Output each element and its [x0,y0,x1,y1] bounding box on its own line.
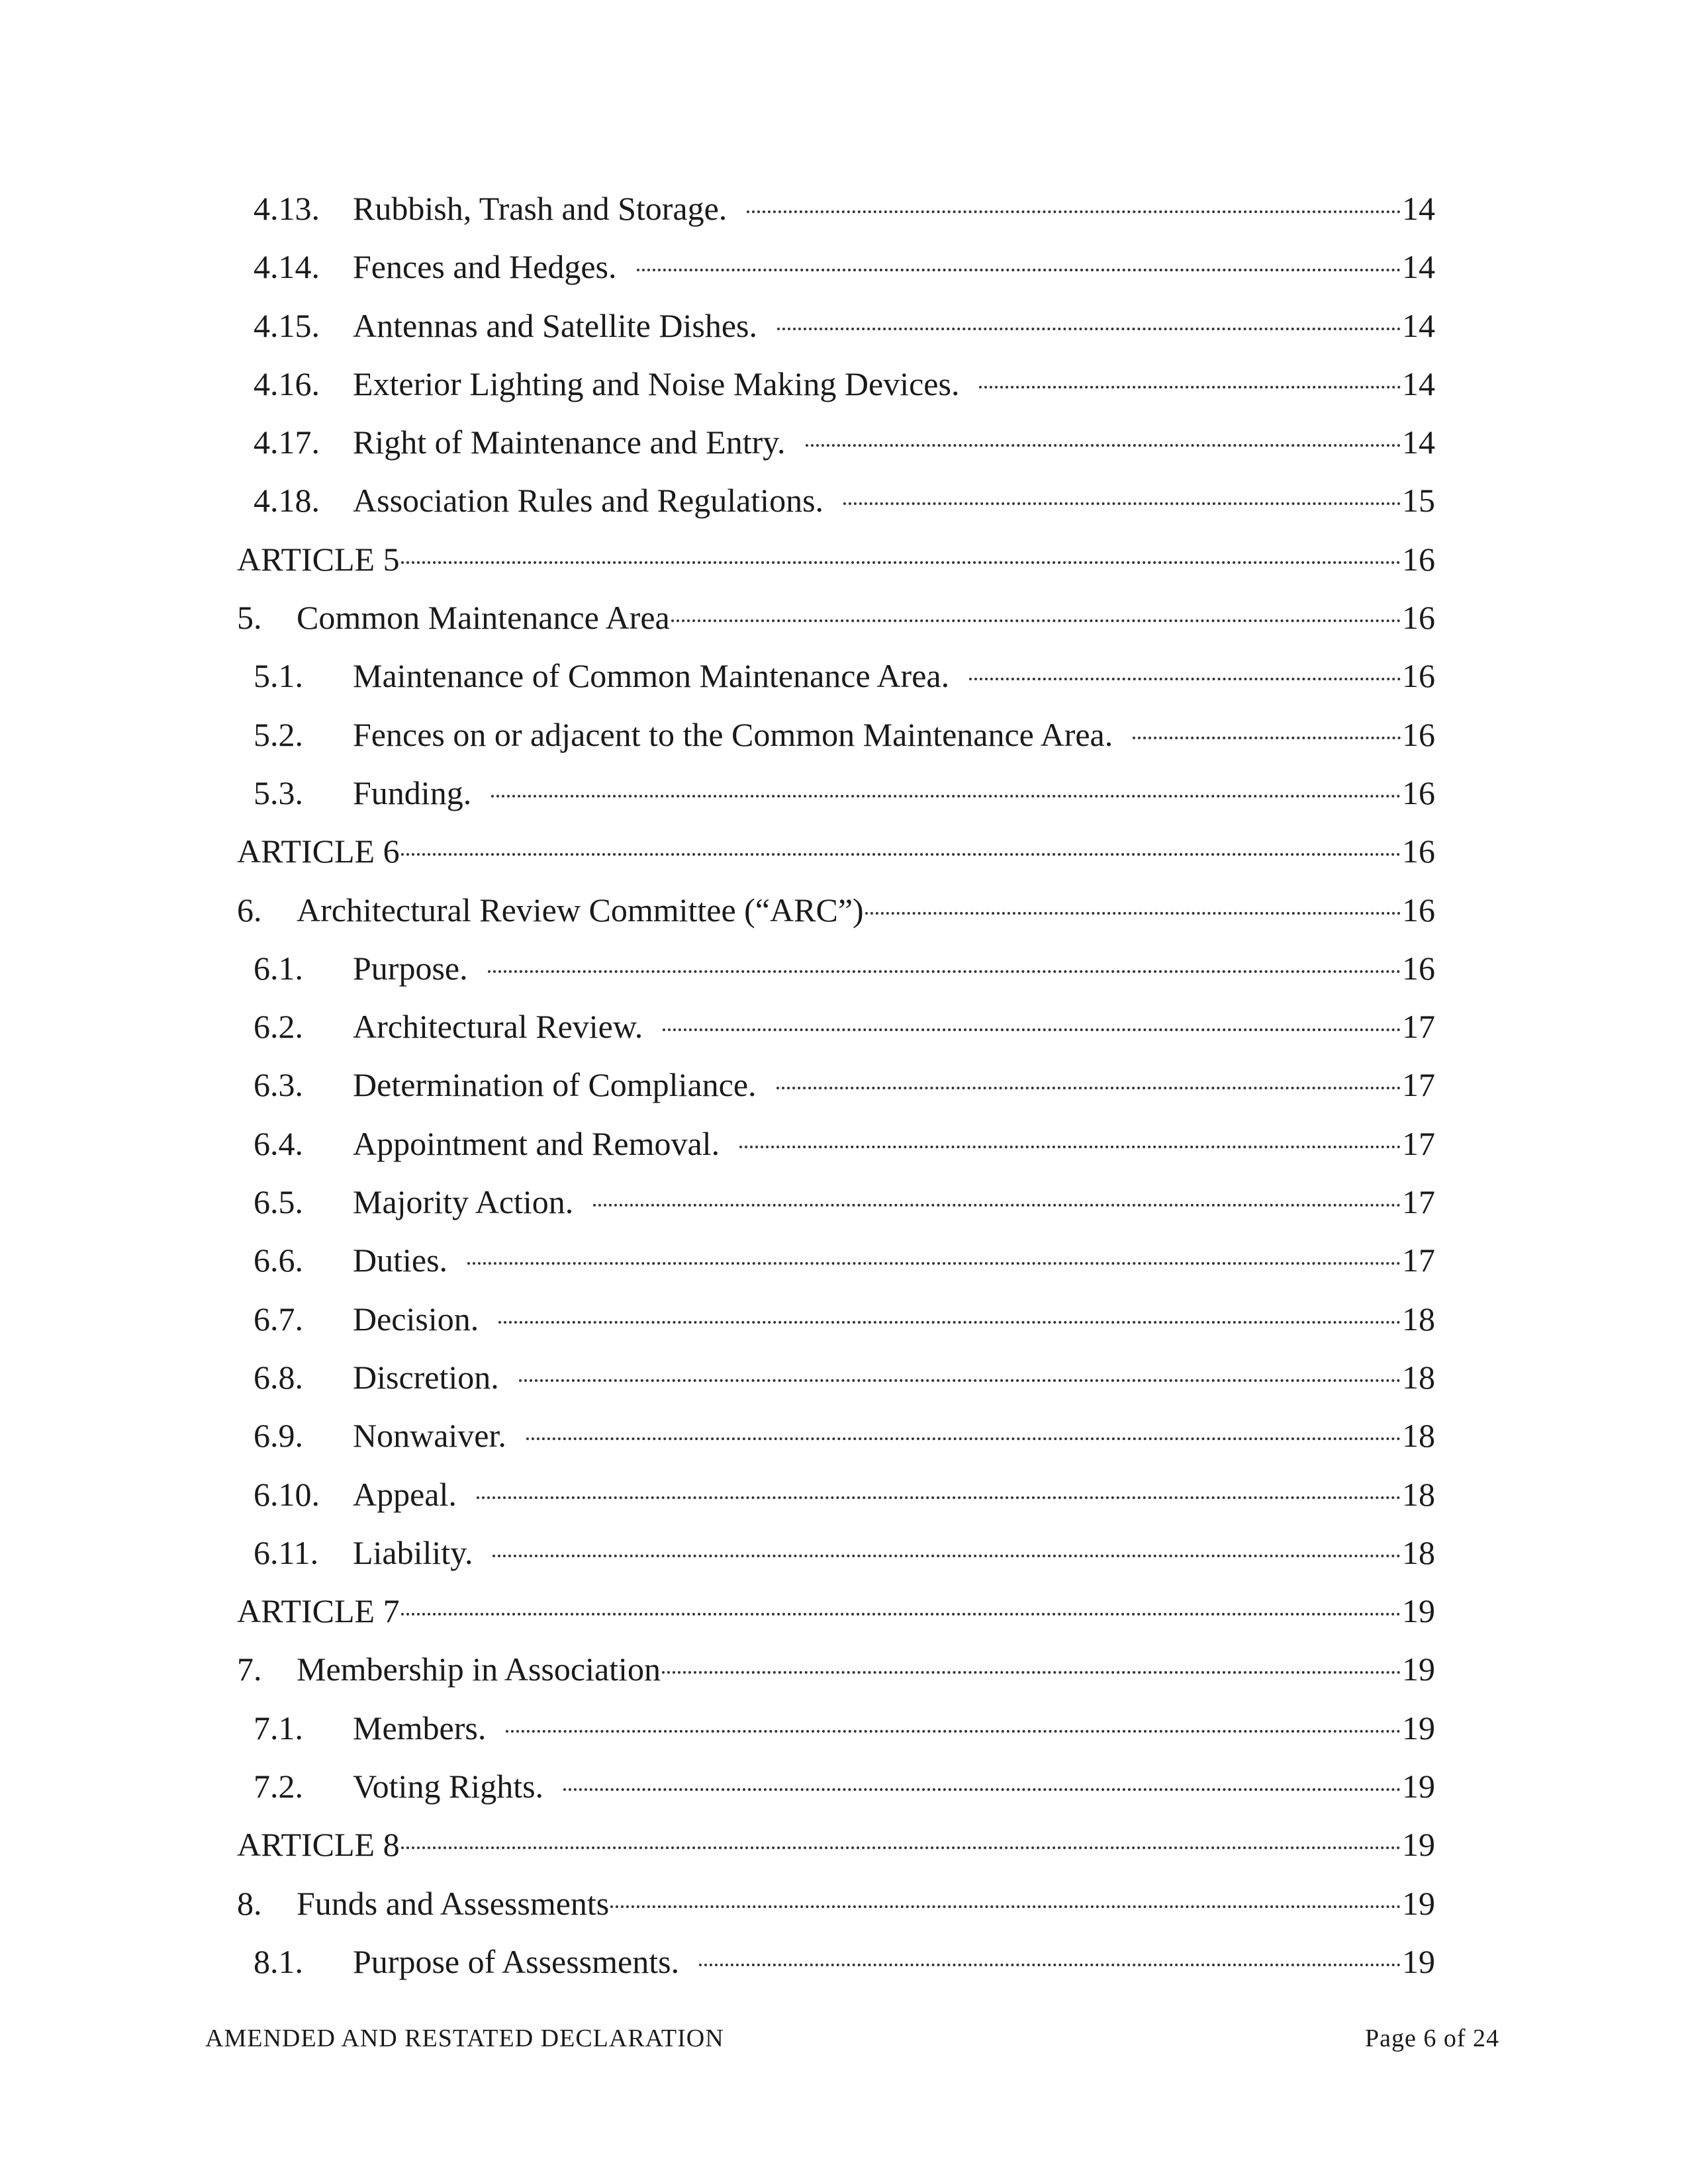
toc-dot-leader [637,269,1401,271]
toc-entry [237,1065,1435,1123]
toc-entry-title: Determination of Compliance. [353,1066,757,1104]
table-of-contents [237,189,1435,2000]
toc-entry [237,364,1435,422]
toc-entry-number: 4.15. [254,306,320,344]
toc-entry-number: 5.2. [254,715,303,753]
toc-dot-leader [401,561,1401,564]
toc-entry-page: 16 [1402,891,1435,929]
toc-dot-leader [488,970,1401,973]
toc-entry [237,1357,1435,1416]
toc-dot-leader [526,1437,1401,1440]
toc-entry-title: Common Maintenance Area [297,599,670,637]
toc-entry-page: 18 [1402,1358,1435,1396]
toc-dot-leader [401,1846,1401,1849]
toc-entry-title: Architectural Review. [353,1008,643,1046]
toc-entry-number: 6.8. [254,1358,303,1396]
toc-entry-title: Funding. [353,774,472,811]
toc-entry [237,715,1435,773]
toc-dot-leader [467,1262,1401,1265]
toc-entry-title: Purpose of Assessments. [353,1942,680,1980]
toc-dot-leader [776,1087,1401,1089]
toc-dot-leader [662,1671,1401,1674]
toc-dot-leader [777,328,1401,330]
toc-entry-page: 19 [1402,1826,1435,1864]
toc-entry-page: 18 [1402,1475,1435,1513]
toc-entry-page: 14 [1402,190,1435,227]
toc-entry-title: Members. [353,1709,487,1747]
toc-entry-page: 17 [1402,1242,1435,1279]
toc-entry-number: 5.3. [254,774,303,811]
toc-entry-page: 19 [1402,1709,1435,1747]
toc-entry-title: Fences on or adjacent to the Common Maintenance Area. [353,715,1113,753]
toc-dot-leader [519,1379,1401,1382]
toc-entry-title: Duties. [353,1242,448,1279]
toc-entry-number: 4.17. [254,424,320,461]
toc-entry-page: 17 [1402,1124,1435,1162]
toc-dot-leader [671,619,1401,622]
toc-entry-page: 14 [1402,365,1435,402]
toc-entry-title: Right of Maintenance and Entry. [353,424,786,461]
toc-entry-page: 16 [1402,599,1435,637]
toc-entry-title: ARTICLE 5 [237,540,400,578]
toc-entry-page: 19 [1402,1651,1435,1688]
toc-entry [237,598,1435,656]
toc-entry [237,1649,1435,1707]
toc-dot-leader [610,1905,1401,1908]
toc-entry-page: 18 [1402,1533,1435,1571]
toc-entry [237,1416,1435,1474]
toc-entry-number: 6.3. [254,1066,303,1104]
toc-entry-number: 6.6. [254,1242,303,1279]
toc-entry-number: 6.11. [254,1533,319,1571]
toc-entry-title: ARTICLE 8 [237,1826,400,1864]
toc-entry-title: Decision. [353,1300,479,1338]
toc-dot-leader [663,1028,1401,1031]
toc-dot-leader [699,1964,1401,1966]
toc-entry-title: Funds and Assessments [297,1884,610,1922]
toc-dot-leader [506,1730,1401,1733]
toc-entry-number: 4.18. [254,482,320,520]
toc-entry [237,1533,1435,1591]
toc-entry-number: 6.7. [254,1300,303,1338]
toc-entry-number: 7. [237,1651,262,1688]
toc-entry-page: 17 [1402,1183,1435,1221]
toc-entry-number: 7.2. [254,1768,303,1805]
toc-entry [237,1007,1435,1065]
toc-entry-title: Antennas and Satellite Dishes. [353,306,757,344]
toc-entry-page: 19 [1402,1592,1435,1630]
toc-entry-page: 16 [1402,715,1435,753]
toc-entry-page: 18 [1402,1417,1435,1455]
toc-entry [237,948,1435,1007]
toc-entry-title: Appeal. [353,1475,457,1513]
toc-dot-leader [747,210,1401,213]
toc-entry [237,1766,1435,1825]
toc-entry-number: 6.10. [254,1475,320,1513]
toc-entry-page: 14 [1402,248,1435,286]
toc-entry [237,831,1435,889]
toc-entry [237,1942,1435,2000]
toc-entry-title: Architectural Review Committee (“ARC”) [297,891,864,929]
toc-entry-page: 19 [1402,1768,1435,1805]
toc-dot-leader [593,1204,1401,1206]
toc-entry-page: 17 [1402,1008,1435,1046]
toc-entry-number: 8. [237,1884,262,1922]
toc-entry [237,1591,1435,1649]
toc-entry-number: 6. [237,891,262,929]
toc-entry-page: 16 [1402,657,1435,695]
toc-entry-number: 8.1. [254,1942,303,1980]
toc-entry-number: 4.16. [254,365,320,402]
toc-entry-page: 16 [1402,949,1435,987]
footer-document-title: AMENDED AND RESTATED DECLARATION [205,2025,724,2052]
toc-entry-title: Nonwaiver. [353,1417,506,1455]
toc-entry-page: 17 [1402,1066,1435,1104]
toc-entry-number: 6.9. [254,1417,303,1455]
toc-entry-title: ARTICLE 6 [237,833,400,870]
toc-dot-leader [969,678,1401,680]
toc-entry-page: 14 [1402,306,1435,344]
toc-entry [237,1182,1435,1240]
toc-entry-title: Purpose. [353,949,468,987]
toc-entry-number: 5.1. [254,657,303,695]
toc-entry [237,1825,1435,1883]
toc-entry-page: 18 [1402,1300,1435,1338]
toc-entry-title: Membership in Association [297,1651,661,1688]
toc-entry [237,890,1435,948]
toc-entry [237,1475,1435,1533]
toc-entry-title: Rubbish, Trash and Storage. [353,190,727,227]
toc-dot-leader [739,1146,1401,1148]
toc-entry-title: Majority Action. [353,1183,574,1221]
toc-entry [237,1299,1435,1357]
toc-entry [237,656,1435,714]
toc-entry-number: 6.5. [254,1183,303,1221]
toc-entry-title: Liability. [353,1533,473,1571]
toc-entry-title: Fences and Hedges. [353,248,617,286]
toc-entry-number: 6.4. [254,1124,303,1162]
toc-entry [237,539,1435,598]
toc-entry-number: 7.1. [254,1709,303,1747]
toc-dot-leader [492,1555,1401,1557]
toc-entry-page: 14 [1402,424,1435,461]
toc-entry-title: Appointment and Removal. [353,1124,720,1162]
toc-entry-title: Exterior Lighting and Noise Making Devices. [353,365,960,402]
toc-entry [237,189,1435,247]
page-footer [205,2024,1499,2053]
toc-entry [237,1708,1435,1766]
toc-entry [237,1124,1435,1182]
toc-dot-leader [491,795,1401,797]
toc-entry-number: 5. [237,599,262,637]
toc-entry [237,422,1435,480]
toc-entry [237,773,1435,831]
toc-entry-page: 16 [1402,540,1435,578]
toc-dot-leader [806,444,1401,447]
toc-dot-leader [563,1788,1401,1791]
toc-entry-title: ARTICLE 7 [237,1592,400,1630]
toc-dot-leader [498,1321,1401,1324]
toc-entry-number: 6.2. [254,1008,303,1046]
toc-entry-number: 4.14. [254,248,320,286]
toc-dot-leader [865,912,1401,915]
toc-dot-leader [401,853,1401,856]
toc-entry [237,1884,1435,1942]
toc-entry-page: 19 [1402,1942,1435,1980]
toc-dot-leader [401,1613,1401,1615]
footer-page-number: Page 6 of 24 [1364,2025,1499,2052]
toc-dot-leader [1133,737,1401,739]
toc-entry-number: 4.13. [254,190,320,227]
toc-entry-page: 16 [1402,833,1435,870]
toc-dot-leader [843,502,1401,505]
toc-entry-number: 6.1. [254,949,303,987]
toc-entry-title: Discretion. [353,1358,499,1396]
toc-dot-leader [477,1496,1401,1499]
toc-entry [237,247,1435,305]
toc-entry-page: 15 [1402,482,1435,520]
toc-entry [237,1240,1435,1298]
toc-entry-title: Association Rules and Regulations. [353,482,824,520]
toc-entry-title: Voting Rights. [353,1768,544,1805]
toc-entry-title: Maintenance of Common Maintenance Area. [353,657,950,695]
toc-dot-leader [979,386,1401,388]
toc-entry [237,480,1435,539]
toc-entry-page: 16 [1402,774,1435,811]
toc-entry [237,306,1435,364]
toc-entry-page: 19 [1402,1884,1435,1922]
